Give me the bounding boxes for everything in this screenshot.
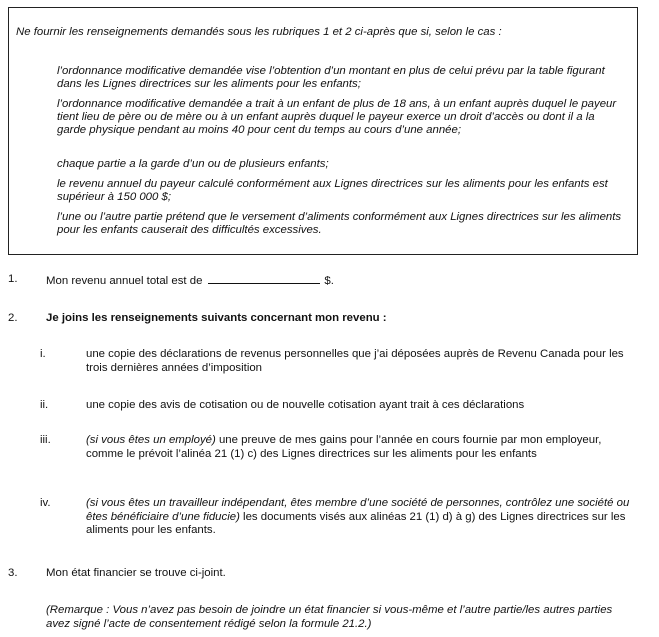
subitem-iv-text xyxy=(86,497,631,538)
item-3-text: Mon état financier se trouve ci-joint. xyxy=(46,567,226,579)
item-2-number: 2. xyxy=(8,312,18,324)
instruction-box xyxy=(8,7,638,255)
subitem-i-text: une copie des déclarations de revenus personnelles que j’ai déposées auprès de Revenu Canada pour les trois dernières années d’imposition xyxy=(86,348,624,374)
item-3-number: 3. xyxy=(8,567,18,579)
subitem-i-numeral: i. xyxy=(40,348,46,360)
item-1 xyxy=(46,273,334,287)
subitem-ii-numeral: ii. xyxy=(40,399,49,411)
subitem-iii-numeral: iii. xyxy=(40,434,51,446)
item-1-number: 1. xyxy=(8,273,18,285)
subitem-iv-body: les documents visés aux alinéas 21 (1) d) à g) des Lignes directrices sur les aliments pour les enfants. xyxy=(86,510,626,536)
subitem-iii-body: une preuve de mes gains pour l’année en cours fournie par mon employeur, comme le prévoit l’alinéa 21 (1) c) des Lignes directrices sur les aliments pour les enfants xyxy=(86,434,602,460)
subitem-iv-condition: (si vous êtes un travailleur indépendant, êtes membre d’une société de personnes, contrôlez une société ou êtes bénéficiaire d’une fiducie) xyxy=(86,497,630,523)
item-1-text: Mon revenu annuel total est de xyxy=(46,275,203,287)
subitem-iv-numeral: iv. xyxy=(40,497,51,509)
item-2-text: Je joins les renseignements suivants concernant mon revenu : xyxy=(46,312,387,324)
condition-3: chaque partie a la garde d’un ou de plusieurs enfants; xyxy=(57,158,329,170)
item-1-currency: $. xyxy=(324,275,334,287)
subitem-iii-condition: (si vous êtes un employé) xyxy=(86,434,216,446)
condition-4: le revenu annuel du payeur calculé conformément aux Lignes directrices sur les aliments pour les enfants est supérieur à 150 000 $; xyxy=(57,178,608,203)
income-amount-blank[interactable] xyxy=(208,273,320,284)
condition-1: l’ordonnance modificative demandée vise l’obtention d’un montant en plus de celui prévu par la table figurant dans les Lignes directrices sur les aliments pour les enfants; xyxy=(57,65,605,90)
item-3-remark: (Remarque : Vous n’avez pas besoin de joindre un état financier si vous-même et l’autre partie/les autres parties avez signé l’acte de consentement rédigé selon la formule 21.2.) xyxy=(46,604,613,630)
instruction-intro: Ne fournir les renseignements demandés sous les rubriques 1 et 2 ci-après que si, selon le cas : xyxy=(16,26,502,38)
subitem-iii-text xyxy=(86,434,631,461)
condition-5: l’une ou l’autre partie prétend que le versement d’aliments conformément aux Lignes directrices sur les aliments pour les enfants causerait des difficultés excessives. xyxy=(57,211,622,236)
subitem-ii-text: une copie des avis de cotisation ou de nouvelle cotisation ayant trait à ces déclarations xyxy=(86,399,525,411)
condition-2: l’ordonnance modificative demandée a trait à un enfant de plus de 18 ans, à un enfant auprès duquel le payeur tient lieu de père ou de mère ou à un enfant auprès duquel le payeur exerce un droit d’accès ou dont il a la garde physique pendant au moins 40 pour cent du temps au cours d’une année; xyxy=(57,98,617,136)
